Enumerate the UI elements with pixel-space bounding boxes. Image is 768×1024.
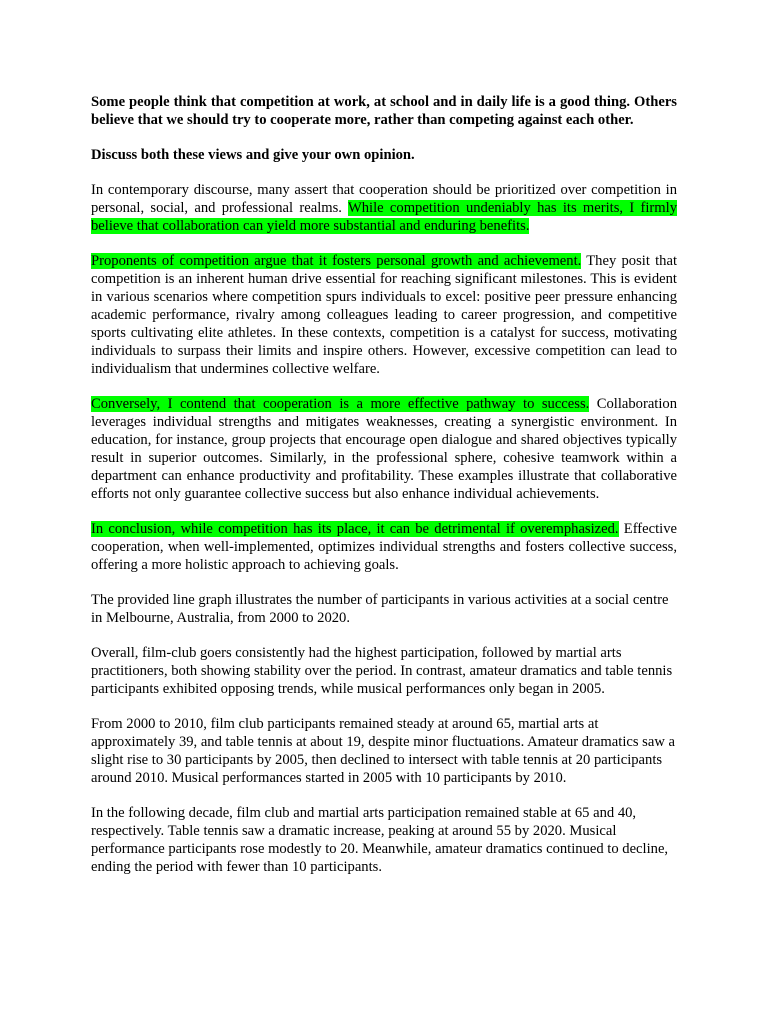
essay-body-2-text: Collaboration leverages individual strengths and mitigates weaknesses, creating a synergistic environment. In education, for instance, group projects that encourage open dialogue and shared objectives typically result in superior outcomes. Similarly, in the professional sphere, cohesive teamwork within a department can enhance productivity and profitability. These examples illustrate that collaborative efforts not only guarantee collective success but also enhance individual achievements. <box>91 396 677 502</box>
essay-introduction <box>91 181 677 235</box>
essay-body-1-text: They posit that competition is an inherent human drive essential for reaching significant milestones. This is evident in various scenarios where competition spurs individuals to excel: positive peer pressure enhancing academic performance, rivalry among colleagues leading to career progression, and competitive sports cultivating elite athletes. In these contexts, competition is a catalyst for success, motivating individuals to surpass their limits and inspire others. However, excessive competition can lead to individualism that undermines collective welfare. <box>91 253 678 377</box>
essay-conclusion <box>91 520 677 574</box>
essay-body-1-highlight: Proponents of competition argue that it fosters personal growth and achievement. <box>91 253 582 269</box>
essay-introduction-text: In contemporary discourse, many assert that cooperation should be prioritized over competition in personal, social, and professional realms. <box>91 182 677 216</box>
essay-introduction-highlight: While competition undeniably has its merits, I firmly believe that collaboration can yield more substantial and enduring benefits. <box>91 200 677 234</box>
report-detail-paragraph-1: From 2000 to 2010, film club participants remained steady at around 65, martial arts at approximately 39, and table tennis at about 19, despite minor fluctuations. Amateur dramatics saw a slight rise to 30 participants by 2005, then declined to intersect with table tennis at 20 participants around 2010. Musical performances started in 2005 with 10 participants by 2010. <box>91 716 675 786</box>
essay-body-paragraph-2 <box>91 395 677 503</box>
question-prompt: Some people think that competition at work, at school and in daily life is a good thing. Others believe that we should try to cooperate more, rather than competing against each other. <box>91 94 677 128</box>
essay-body-2-highlight: Conversely, I contend that cooperation is a more effective pathway to success. <box>91 396 590 412</box>
report-overview: Overall, film-club goers consistently had the highest participation, followed by martial arts practitioners, both showing stability over the period. In contrast, amateur dramatics and table tennis participants exhibited opposing trends, while musical performances only began in 2005. <box>91 645 673 697</box>
document-page <box>91 93 677 893</box>
essay-body-paragraph-1 <box>91 252 677 378</box>
question-instruction: Discuss both these views and give your own opinion. <box>91 147 415 163</box>
report-detail-paragraph-2: In the following decade, film club and martial arts participation remained stable at 65 and 40, respectively. Table tennis saw a dramatic increase, peaking at around 55 by 2020. Musical performance participants rose modestly to 20. Meanwhile, amateur dramatics continued to decline, ending the period with fewer than 10 participants. <box>91 805 669 875</box>
report-introduction: The provided line graph illustrates the number of participants in various activities at a social centre in Melbourne, Australia, from 2000 to 2020. <box>91 592 669 626</box>
essay-conclusion-text: Effective cooperation, when well-implemented, optimizes individual strengths and fosters collective success, offering a more holistic approach to achieving goals. <box>91 521 678 573</box>
essay-conclusion-highlight: In conclusion, while competition has its place, it can be detrimental if overemphasized. <box>91 521 619 537</box>
